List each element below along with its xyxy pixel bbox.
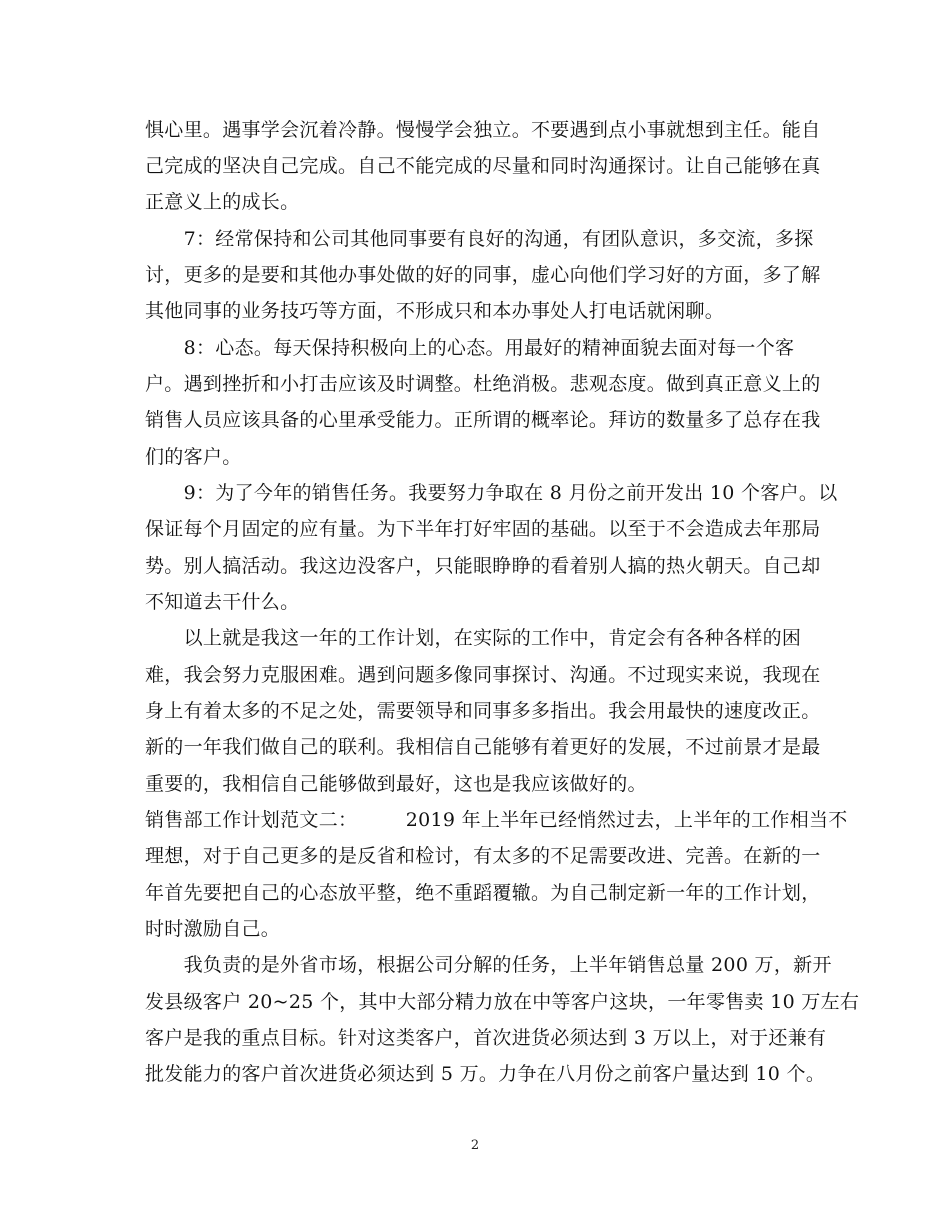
text-line: 新的一年我们做自己的联利。我相信自己能够有着更好的发展，不过前景才是最 (145, 736, 821, 758)
section-heading-line: 销售部工作计划范文二： 2019 年上半年已经悄然过去，上半年的工作相当不 (145, 809, 848, 831)
text-line: 正意义上的成长。 (145, 191, 300, 213)
text-line: 其他同事的业务技巧等方面，不形成只和本办事处人打电话就闲聊。 (145, 300, 725, 322)
text-line: 保证每个月固定的应有量。为下半年打好牢固的基础。以至于不会造成去年那局 (145, 518, 821, 540)
text-line: 重要的，我相信自己能够做到最好，这也是我应该做好的。 (145, 773, 647, 795)
text-line: 势。别人搞活动。我这边没客户，只能眼睁睁的看着别人搞的热火朝天。自己却 (145, 555, 821, 577)
text-line: 9：为了今年的销售任务。我要努力争取在 8 月份之前开发出 10 个客户。以 (145, 482, 838, 504)
text-line: 批发能力的客户首次进货必须达到 5 万。力争在八月份之前客户量达到 10 个。 (145, 1063, 826, 1085)
text-line: 惧心里。遇事学会沉着冷静。慢慢学会独立。不要遇到点小事就想到主任。能自 (145, 119, 821, 141)
text-line: 8：心态。每天保持积极向上的心态。用最好的精神面貌去面对每一个客 (145, 337, 795, 359)
text-line: 们的客户。 (145, 446, 242, 468)
text-line: 以上就是我这一年的工作计划，在实际的工作中，肯定会有各种各样的困 (145, 627, 802, 649)
text-line: 销售人员应该具备的心里承受能力。正所谓的概率论。拜访的数量多了总存在我 (145, 409, 821, 431)
text-line: 年首先要把自己的心态放平整，绝不重蹈覆辙。为自己制定新一年的工作计划， (145, 882, 821, 904)
page-number: 2 (470, 1138, 480, 1153)
text-line: 7：经常保持和公司其他同事要有良好的沟通，有团队意识，多交流，多探 (145, 228, 814, 250)
text-line: 时时激励自己。 (145, 918, 281, 940)
text-line: 难，我会努力克服困难。遇到问题多像同事探讨、沟通。不过现实来说，我现在 (145, 664, 821, 686)
text-line: 不知道去干什么。 (145, 591, 300, 613)
text-line: 讨，更多的是要和其他办事处做的好的同事，虚心向他们学习好的方面，多了解 (145, 264, 821, 286)
text-line: 户。遇到挫折和小打击应该及时调整。杜绝消极。悲观态度。做到真正意义上的 (145, 373, 821, 395)
text-line: 身上有着太多的不足之处，需要领导和同事多多指出。我会用最快的速度改正。 (145, 700, 821, 722)
text-line: 己完成的坚决自己完成。自己不能完成的尽量和同时沟通探讨。让自己能够在真 (145, 155, 821, 177)
text-line: 客户是我的重点目标。针对这类客户，首次进货必须达到 3 万以上，对于还兼有 (145, 1027, 827, 1049)
text-line: 理想，对于自己更多的是反省和检讨，有太多的不足需要改进、完善。在新的一 (145, 845, 821, 867)
text-line: 我负责的是外省市场，根据公司分解的任务，上半年销售总量 200 万，新开 (145, 954, 832, 976)
text-line: 发县级客户 20~25 个，其中大部分精力放在中等客户这块，一年零售卖 10 万左右 (145, 991, 860, 1013)
